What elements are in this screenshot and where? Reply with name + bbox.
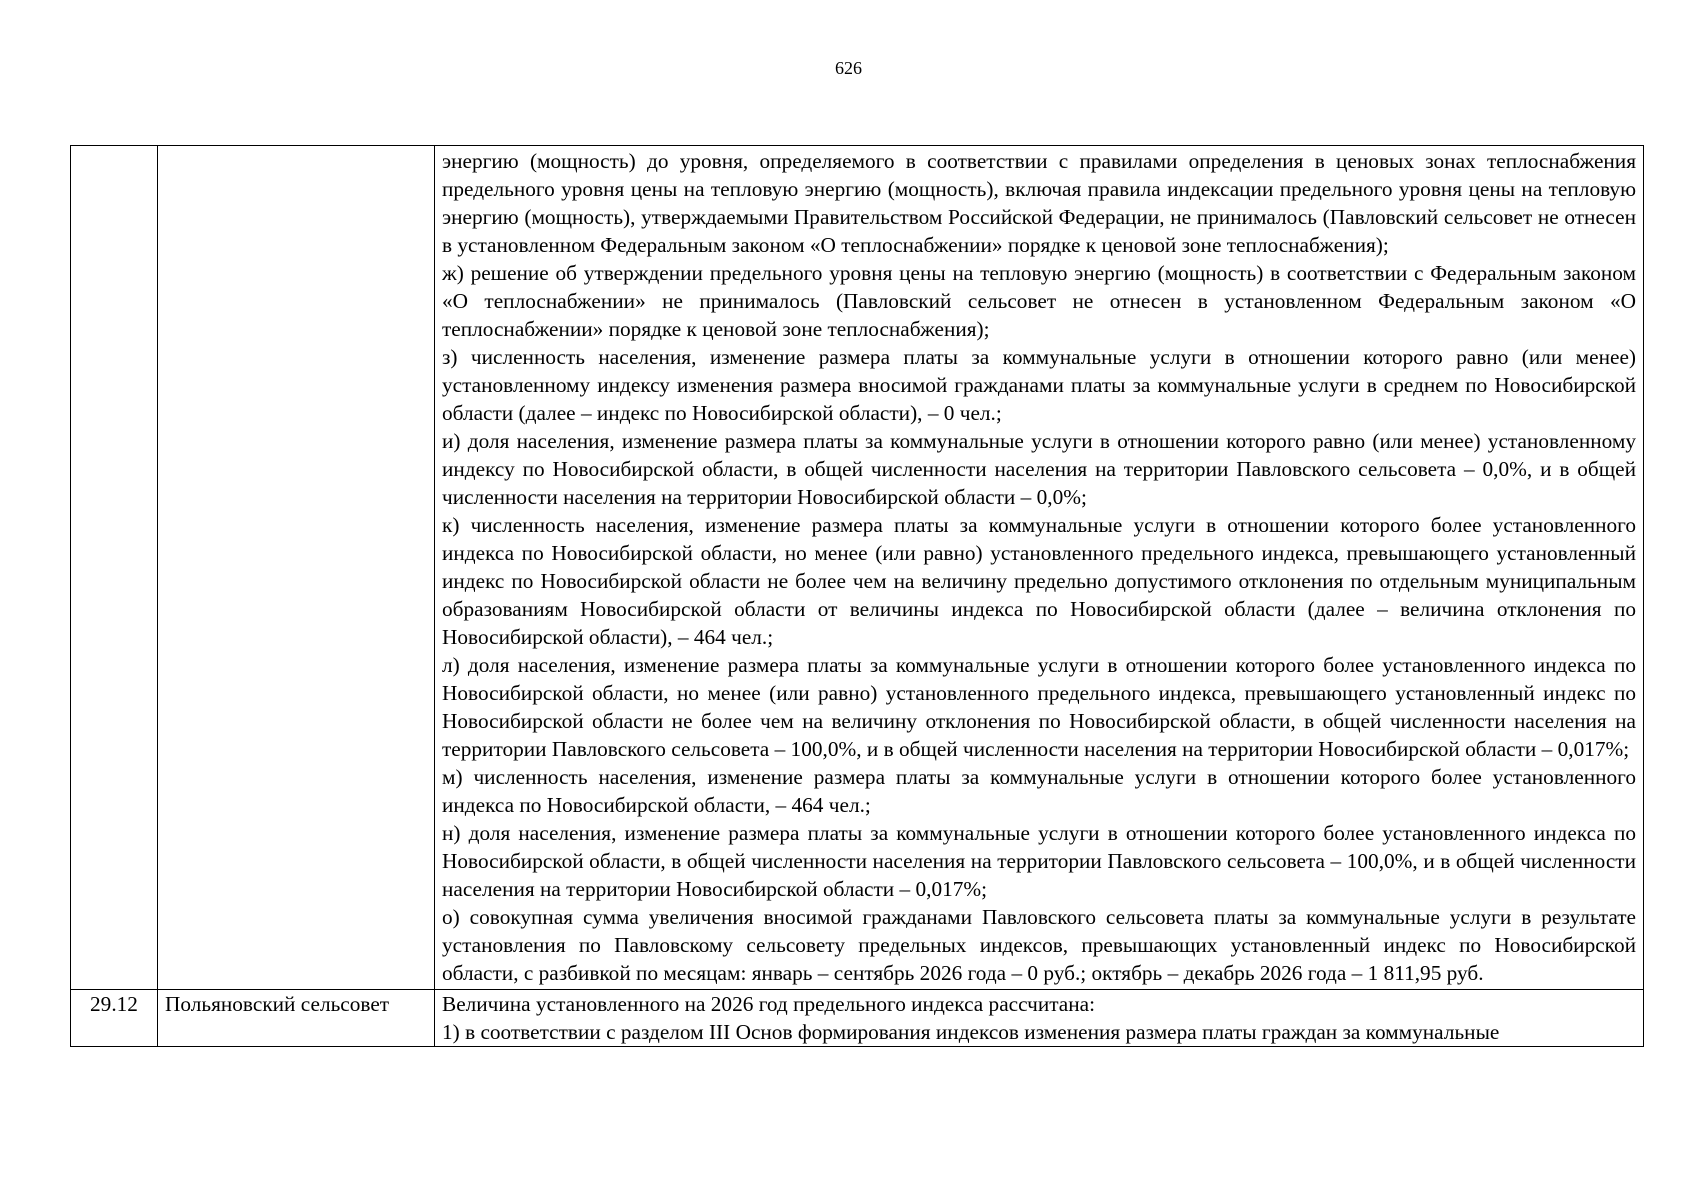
row-text [435, 146, 1644, 990]
municipality-name: Польяновский сельсовет [158, 990, 435, 1047]
page-number: 626 [835, 58, 862, 78]
row-text [435, 990, 1644, 1047]
paragraph-l: л) доля населения, изменение размера платы за коммунальные услуги в отношении которого более установленного индекса по Новосибирской области, но менее (или равно) установленного предельного индекса, превышающего установленный индекс по Новосибирской области не более чем на величину отклонения по Новосибирской области, в общей численности населения на территории Павловского сельсовета – 100,0%, и в общей численности населения на территории Новосибирской области – 0,017%; [442, 653, 1636, 761]
table-row [71, 990, 1644, 1047]
table-row [71, 146, 1644, 990]
row-number: 29.12 [71, 990, 158, 1047]
paragraph-heading: Величина установленного на 2026 год предельного индекса рассчитана: [442, 992, 1096, 1016]
row-number [71, 146, 158, 990]
paragraph-o: о) совокупная сумма увеличения вносимой гражданами Павловского сельсовета платы за коммунальные услуги в результате установления по Павловскому сельсовету предельных индексов, превышающих установленный индекс по Новосибирской области, с разбивкой по месяцам: январь – сентябрь 2026 года – 0 руб.; октябрь – декабрь 2026 года – 1 811,95 руб. [442, 905, 1636, 985]
municipality-name [158, 146, 435, 990]
document-table [70, 145, 1644, 1047]
paragraph-zh: ж) решение об утверждении предельного уровня цены на тепловую энергию (мощность) в соответствии с Федеральным законом «О теплоснабжении» не принималось (Павловский сельсовет не отнесен в установленном Федеральным законом «О теплоснабжении» порядке к ценовой зоне теплоснабжения); [442, 261, 1636, 341]
paragraph-m: м) численность населения, изменение размера платы за коммунальные услуги в отношении которого более установленного индекса по Новосибирской области, – 464 чел.; [442, 765, 1636, 817]
paragraph-n: н) доля населения, изменение размера платы за коммунальные услуги в отношении которого более установленного индекса по Новосибирской области, в общей численности населения на территории Павловского сельсовета – 100,0%, и в общей численности населения на территории Новосибирской области – 0,017%; [442, 821, 1636, 901]
paragraph-intro: энергию (мощность) до уровня, определяемого в соответствии с правилами определения в ценовых зонах теплоснабжения предельного уровня цены на тепловую энергию (мощность), включая правила индексации предельного уровня цены на тепловую энергию (мощность), утверждаемыми Правительством Российской Федерации, не принималось (Павловский сельсовет не отнесен в установленном Федеральным законом «О теплоснабжении» порядке к ценовой зоне теплоснабжения); [442, 149, 1636, 257]
paragraph-1: 1) в соответствии с разделом III Основ формирования индексов изменения размера платы граждан за коммунальные [442, 1020, 1500, 1044]
paragraph-k: к) численность населения, изменение размера платы за коммунальные услуги в отношении которого более установленного индекса по Новосибирской области, но менее (или равно) установленного предельного индекса, превышающего установленный индекс по Новосибирской области не более чем на величину предельно допустимого отклонения по отдельным муниципальным образованиям Новосибирской области от величины индекса по Новосибирской области (далее – величина отклонения по Новосибирской области), – 464 чел.; [442, 513, 1636, 649]
paragraph-z: з) численность населения, изменение размера платы за коммунальные услуги в отношении которого равно (или менее) установленному индексу изменения размера вносимой гражданами платы за коммунальные услуги в среднем по Новосибирской области (далее – индекс по Новосибирской области), – 0 чел.; [442, 345, 1636, 425]
paragraph-i: и) доля населения, изменение размера платы за коммунальные услуги в отношении которого равно (или менее) установленному индексу по Новосибирской области, в общей численности населения на территории Павловского сельсовета – 0,0%, и в общей численности населения на территории Новосибирской области – 0,0%; [442, 429, 1636, 509]
